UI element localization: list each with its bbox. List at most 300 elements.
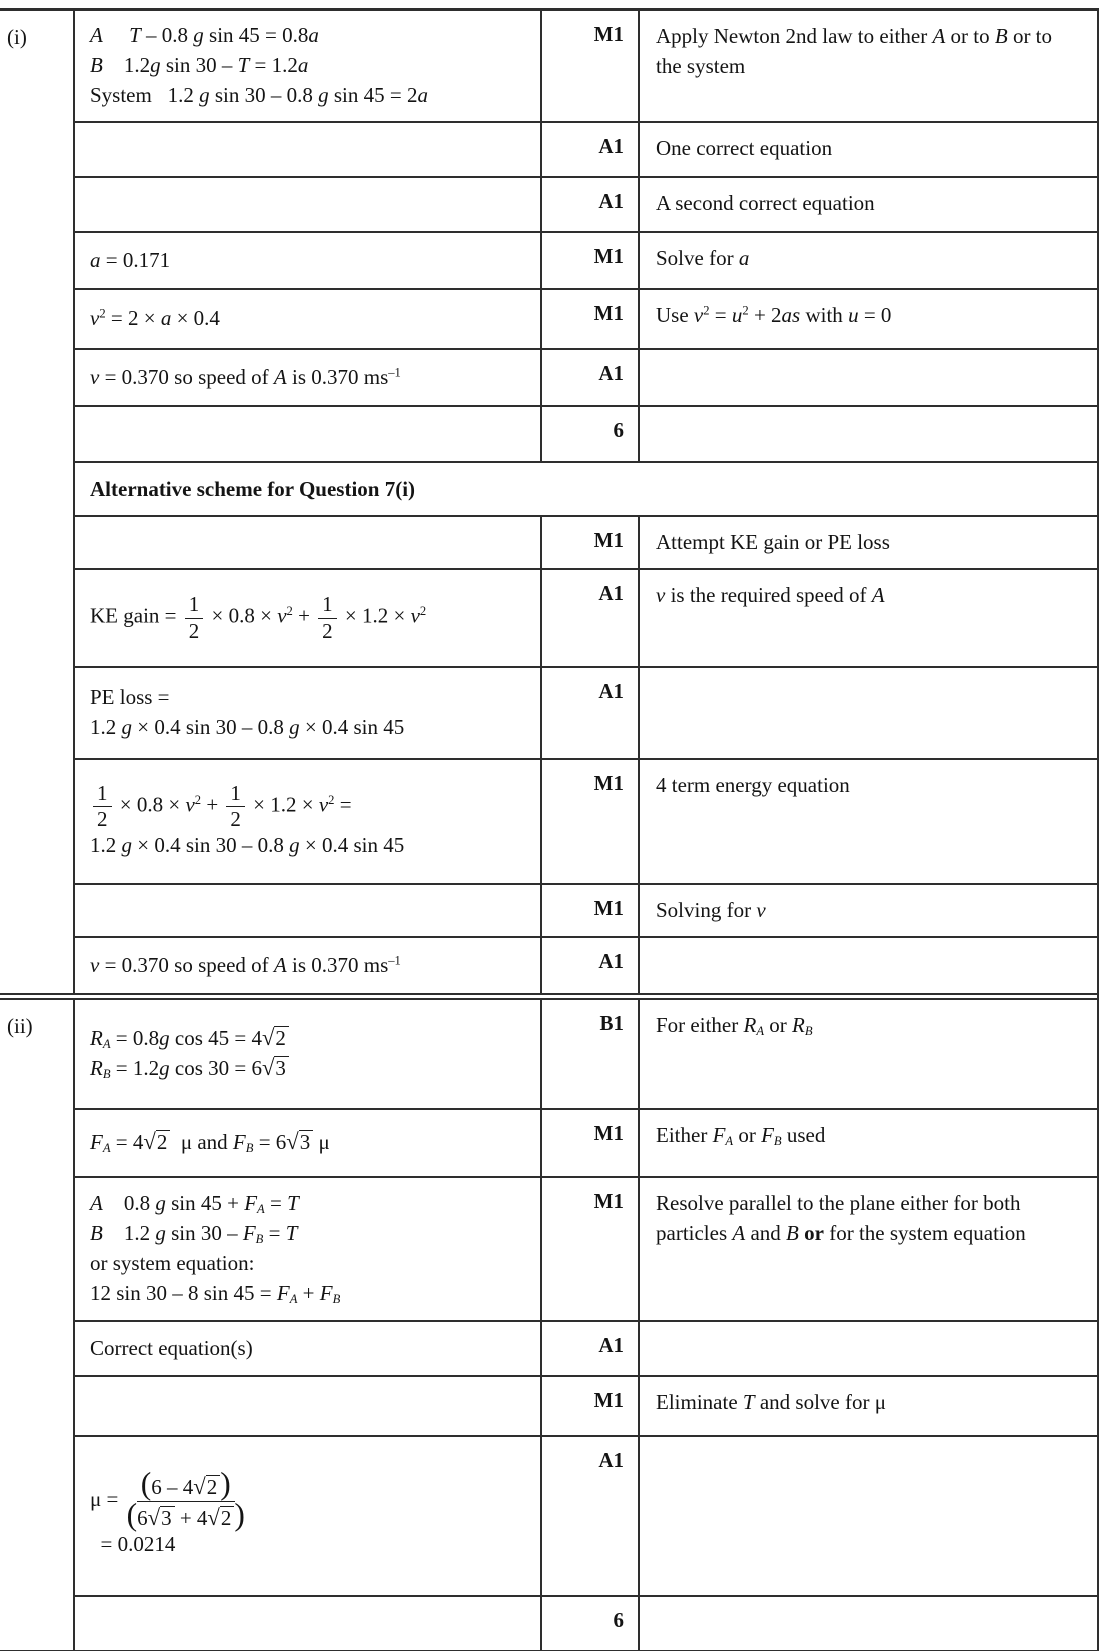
radicand (160, 1506, 175, 1531)
working-line (90, 1249, 530, 1279)
comment-cell (640, 290, 1097, 348)
text-run: Solve for (656, 246, 739, 270)
working-line (90, 1219, 530, 1249)
text-run: 2 (328, 792, 335, 807)
text-run: 2 (230, 807, 241, 832)
text-run: A (90, 23, 103, 48)
comment-cell (640, 1178, 1097, 1320)
mark-cell: M1 (542, 885, 640, 936)
text-run: 1.2 (90, 833, 122, 858)
text-run: T (742, 1390, 755, 1414)
text-run: B (332, 1291, 341, 1306)
fraction-denominator (126, 1496, 245, 1532)
text-run: ( (126, 1496, 138, 1532)
text-run: F (276, 1280, 290, 1305)
text-run: F (712, 1123, 726, 1147)
part-column (0, 1000, 75, 1650)
working-cell (75, 1110, 542, 1176)
text-run: 2 (286, 604, 293, 619)
text-run: R (743, 1013, 757, 1037)
mark-cell: A1 (542, 1437, 640, 1595)
text-run: g (121, 833, 132, 858)
working-cell (75, 885, 542, 936)
text-run: KE gain = (90, 603, 182, 628)
part-label: (i) (7, 25, 27, 49)
text-run: v (318, 792, 329, 817)
working-cell (75, 517, 542, 568)
fraction-denominator (97, 807, 108, 831)
radical-sign-icon: √ (261, 1055, 275, 1080)
text-run: is 0.370 ms (286, 952, 389, 977)
working-cell (75, 350, 542, 405)
text-run: g (289, 715, 300, 739)
working-cell (75, 760, 542, 883)
text-run: R (90, 1026, 103, 1051)
comment-cell (640, 407, 1097, 461)
table-row (75, 1000, 1097, 1108)
text-run: cos 45 = 4 (169, 1026, 262, 1051)
text-run: 2 (220, 1505, 232, 1530)
comment-cell (640, 760, 1097, 883)
section-header-cell (75, 463, 1097, 515)
working-line (90, 1466, 530, 1532)
table-row (75, 11, 1097, 121)
text-run: a (160, 306, 172, 331)
text-run: Apply Newton 2nd law to either (656, 24, 933, 48)
mark-cell: A1 (542, 350, 640, 405)
text-run: B (90, 53, 103, 78)
working-cell (75, 1437, 542, 1595)
text-run: sin 30 – (165, 1221, 243, 1246)
square-root (262, 1056, 289, 1081)
working-line (90, 593, 530, 642)
text-run: + (201, 792, 224, 817)
text-run: v (277, 603, 287, 628)
working-cell (75, 1322, 542, 1375)
text-run: 1 (188, 592, 200, 617)
mark-cell: M1 (542, 760, 640, 883)
text-run: v (90, 364, 100, 389)
mark-cell: M1 (542, 1110, 640, 1176)
text-run: or to (945, 24, 995, 48)
working-line (90, 831, 530, 861)
text-run: is 0.370 ms (286, 364, 389, 389)
text-run: 2 (742, 303, 749, 318)
text-run: v (656, 583, 666, 607)
text-run: 1.2 (123, 1221, 156, 1246)
comment-cell (640, 1322, 1097, 1375)
text-run: F (319, 1280, 333, 1305)
text-run (103, 1221, 124, 1245)
text-run: × 1.2 × (247, 792, 319, 817)
fraction-numerator (137, 1466, 235, 1502)
text-run: T (129, 23, 141, 48)
text-run (103, 1191, 124, 1215)
working-cell (75, 668, 542, 758)
text-run: u (731, 303, 743, 327)
text-run: = 1.2 (110, 1056, 160, 1080)
text-run: Correct equation(s) (90, 1335, 253, 1360)
radical-sign-icon: √ (207, 1504, 220, 1530)
mark-scheme-table (0, 8, 1099, 1651)
text-run: a (90, 247, 101, 272)
text-run: cos 30 = 6 (169, 1056, 262, 1080)
table-row (75, 176, 1097, 231)
radical-sign-icon: √ (193, 1474, 206, 1500)
comment-cell (640, 1597, 1097, 1650)
text-run (103, 53, 124, 77)
text-run: 4 term energy equation (656, 773, 850, 797)
table-row (75, 515, 1097, 568)
table-row (75, 405, 1097, 461)
table-row (75, 121, 1097, 176)
text-run: v (185, 792, 195, 817)
fraction-numerator (93, 782, 112, 807)
comment-cell (640, 123, 1097, 176)
text-run: B (255, 1232, 264, 1247)
text-run: as (781, 303, 801, 327)
fraction (318, 593, 337, 642)
text-run: ) (234, 1496, 245, 1532)
text-run: B (90, 1221, 103, 1246)
text-run: + 2 (748, 303, 782, 327)
text-run: 2 (156, 1130, 168, 1155)
working-cell (75, 570, 542, 666)
text-run: 1 (322, 592, 333, 617)
text-run: F (242, 1221, 256, 1246)
text-run: F (761, 1123, 774, 1147)
comment-cell (640, 233, 1097, 288)
fraction (185, 593, 204, 642)
text-run: 2 (206, 1475, 218, 1500)
text-run: sin 45 = 2 (328, 82, 418, 107)
working-line (90, 51, 530, 81)
text-run: A (756, 1024, 765, 1039)
working-line (90, 246, 530, 276)
square-root (148, 1506, 175, 1531)
radicand (156, 1130, 171, 1155)
text-run: R (90, 1056, 103, 1080)
text-run: F (244, 1191, 258, 1216)
section-divider (0, 993, 1097, 1000)
text-run: = 0.370 so speed of (99, 364, 274, 389)
working-line (90, 713, 530, 743)
fraction-numerator (226, 782, 245, 807)
text-run: PE loss = (90, 685, 170, 710)
text-run: For either (656, 1013, 744, 1037)
text-run: + 4 (174, 1505, 208, 1530)
working-cell (75, 123, 542, 176)
mark-cell: A1 (542, 123, 640, 176)
square-root (207, 1506, 234, 1531)
text-run: B (786, 1220, 799, 1245)
text-run: μ (313, 1130, 330, 1155)
mark-cell: A1 (542, 1322, 640, 1375)
comment-cell (640, 517, 1097, 568)
part-column (0, 11, 75, 993)
text-run: Resolve parallel to the plane either for both particles (656, 1191, 1021, 1245)
text-run: B (994, 24, 1008, 48)
table-row (75, 568, 1097, 666)
comment-cell (640, 885, 1097, 936)
rows-column (75, 11, 1097, 993)
text-run: a (308, 23, 319, 48)
mark-cell: 6 (542, 1597, 640, 1650)
text-run: or (764, 1013, 793, 1037)
comment-cell (640, 570, 1097, 666)
text-run: 1.2 (123, 53, 151, 78)
text-run: Either (656, 1123, 713, 1147)
text-run: 3 (275, 1056, 286, 1080)
radical-sign-icon: √ (286, 1129, 299, 1155)
radicand (274, 1056, 289, 1081)
text-run: = 6 (253, 1130, 287, 1155)
working-line (90, 21, 530, 51)
text-run: A (90, 1191, 103, 1216)
text-run: = 1.2 (249, 53, 298, 78)
text-run: sin 45 + (165, 1191, 245, 1216)
mark-cell: A1 (542, 668, 640, 758)
table-row (75, 936, 1097, 993)
text-run: × 0.8 × (206, 603, 278, 628)
table-row (75, 883, 1097, 936)
fraction-denominator (230, 807, 241, 831)
text-run: u (848, 303, 859, 327)
text-run: used (781, 1123, 826, 1147)
text-run: g (199, 82, 210, 107)
table-row (75, 1320, 1097, 1375)
part-label: (ii) (7, 1014, 33, 1038)
text-run: g (193, 23, 204, 48)
text-run: 1 (230, 781, 241, 805)
text-run: = 0.171 (100, 247, 171, 272)
mark-cell: A1 (542, 178, 640, 231)
section-part-i (0, 11, 1097, 993)
radicand (299, 1130, 314, 1155)
table-row (75, 758, 1097, 883)
text-run (152, 83, 168, 107)
radical-sign-icon: √ (143, 1129, 156, 1155)
comment-cell (640, 11, 1097, 121)
text-run: × 0.4 (171, 306, 220, 331)
text-run: = (264, 1191, 288, 1216)
fraction-numerator (318, 593, 337, 618)
working-line (90, 81, 530, 111)
text-run: v (693, 303, 704, 327)
text-run: A (871, 583, 885, 607)
fraction-denominator (189, 619, 200, 643)
working-line (90, 1189, 530, 1219)
table-row (75, 461, 1097, 515)
text-run: g (318, 82, 329, 107)
table-row (75, 1176, 1097, 1320)
working-cell (75, 407, 542, 461)
text-run: A (102, 1037, 111, 1052)
text-run: a (417, 82, 428, 107)
text-run: 2 (99, 306, 106, 321)
table-row (75, 1435, 1097, 1595)
table-row (75, 1595, 1097, 1650)
text-run: × 0.8 × (114, 792, 186, 817)
text-run: with (800, 303, 849, 327)
text-run: A (273, 364, 287, 389)
radical-sign-icon: √ (261, 1025, 275, 1051)
mark-cell: M1 (542, 233, 640, 288)
working-cell (75, 11, 542, 121)
text-run: sin 45 = 0.8 (203, 23, 309, 48)
text-run (103, 23, 129, 47)
text-run: 6 – 4 (151, 1475, 194, 1500)
text-run: ) (220, 1466, 231, 1502)
text-run: sin 30 – (160, 53, 238, 78)
text-run: g (150, 53, 161, 78)
working-line (90, 683, 530, 713)
working-line (90, 951, 530, 981)
text-run: = 4 (110, 1130, 144, 1155)
comment-cell (640, 350, 1097, 405)
text-run: 3 (161, 1505, 172, 1530)
text-run: 1 (97, 781, 108, 805)
text-run: v (410, 603, 420, 628)
text-run: 1.2 (167, 82, 200, 107)
working-cell (75, 233, 542, 288)
mark-cell: M1 (542, 290, 640, 348)
working-cell (75, 1178, 542, 1320)
text-run: A (289, 1291, 298, 1306)
comment-cell (640, 1437, 1097, 1595)
text-run: 2 (194, 792, 202, 807)
text-run: B (102, 1067, 111, 1082)
text-run: a (738, 246, 750, 270)
square-root (193, 1475, 220, 1500)
text-run: × 0.4 sin 30 – 0.8 (132, 833, 290, 858)
text-run: A (273, 952, 287, 977)
text-run: –1 (388, 365, 401, 380)
rows-column (75, 1000, 1097, 1650)
text-run: + (292, 603, 316, 628)
text-run: A (102, 1141, 111, 1156)
text-run: 2 (322, 618, 333, 643)
mark-cell: B1 (542, 1000, 640, 1108)
working-line (90, 1128, 530, 1158)
text-run: v (756, 898, 766, 922)
text-run: R (792, 1013, 805, 1037)
text-run: and solve for μ (754, 1390, 886, 1414)
mark-cell: M1 (542, 1178, 640, 1320)
text-run: = 0.8 (110, 1026, 160, 1051)
text-run: μ and (170, 1130, 233, 1155)
text-run: sin 30 – 0.8 (209, 82, 319, 107)
text-run: B (804, 1024, 813, 1039)
text-run: + (297, 1280, 320, 1305)
text-run: g (159, 1056, 170, 1080)
text-run: g (155, 1191, 166, 1216)
comment-cell (640, 938, 1097, 993)
square-root (262, 1026, 289, 1051)
text-run: = 0.370 so speed of (99, 952, 274, 977)
text-run: 6 (137, 1505, 148, 1530)
working-line (90, 304, 530, 334)
text-run: –1 (388, 953, 401, 968)
text-run: μ = (90, 1486, 124, 1511)
table-row (75, 666, 1097, 758)
text-run: = (334, 792, 352, 817)
table-row (75, 348, 1097, 405)
mark-cell: A1 (542, 570, 640, 666)
working-cell (75, 290, 542, 348)
text-run: v (90, 952, 100, 977)
text-run: – 0.8 (140, 23, 194, 48)
working-line (90, 1530, 530, 1560)
text-run: × 0.4 sin 45 (299, 833, 405, 858)
text-run: = (263, 1221, 286, 1246)
table-row (75, 231, 1097, 288)
text-run: Eliminate (656, 1390, 743, 1414)
text-run: g (159, 1026, 170, 1051)
text-run: or system equation: (90, 1251, 255, 1275)
comment-cell (640, 1000, 1097, 1108)
radicand (206, 1475, 221, 1500)
table-row (75, 1375, 1097, 1435)
text-run: Use (656, 303, 694, 327)
text-run: 2 (703, 303, 710, 318)
text-run: A second correct equation (656, 191, 875, 215)
fraction-denominator (322, 619, 333, 643)
table-row (75, 288, 1097, 348)
text-run: a (297, 53, 309, 78)
working-cell (75, 1377, 542, 1435)
mark-cell: A1 (542, 938, 640, 993)
text-run: × 1.2 × (339, 603, 411, 628)
working-line (90, 363, 530, 393)
section-part-ii (0, 1000, 1097, 1650)
text-run: is the required speed of (665, 583, 872, 607)
comment-cell (640, 1110, 1097, 1176)
working-line (90, 1054, 530, 1084)
text-run: T (237, 53, 250, 78)
radicand (220, 1506, 235, 1531)
text-run: A (725, 1134, 734, 1149)
text-run: 1.2 (90, 715, 122, 739)
text-run: One correct equation (656, 136, 833, 160)
text-run: × 0.4 sin 45 (299, 715, 405, 739)
text-run: g (289, 833, 300, 858)
working-cell (75, 178, 542, 231)
text-run: = 0 (858, 303, 892, 327)
text-run: T (285, 1221, 298, 1246)
text-run: B (245, 1141, 254, 1156)
text-run: 2 (188, 618, 200, 643)
mark-cell: 6 (542, 407, 640, 461)
comment-cell (640, 1377, 1097, 1435)
text-run: 0.8 (123, 1191, 156, 1216)
text-run: F (90, 1130, 103, 1155)
text-run: F (232, 1130, 246, 1155)
fraction (126, 1466, 245, 1532)
fraction-numerator (185, 593, 204, 618)
text-run: 3 (299, 1130, 311, 1155)
comment-cell (640, 668, 1097, 758)
working-line (90, 1279, 530, 1309)
working-line (90, 1334, 530, 1364)
radicand (274, 1026, 289, 1051)
text-run: B (773, 1134, 782, 1149)
text-run: A (932, 24, 946, 48)
text-run: 12 sin 30 – 8 sin 45 = (90, 1280, 277, 1305)
fraction (93, 782, 112, 831)
text-run: T (287, 1191, 299, 1216)
table-row (75, 1108, 1097, 1176)
